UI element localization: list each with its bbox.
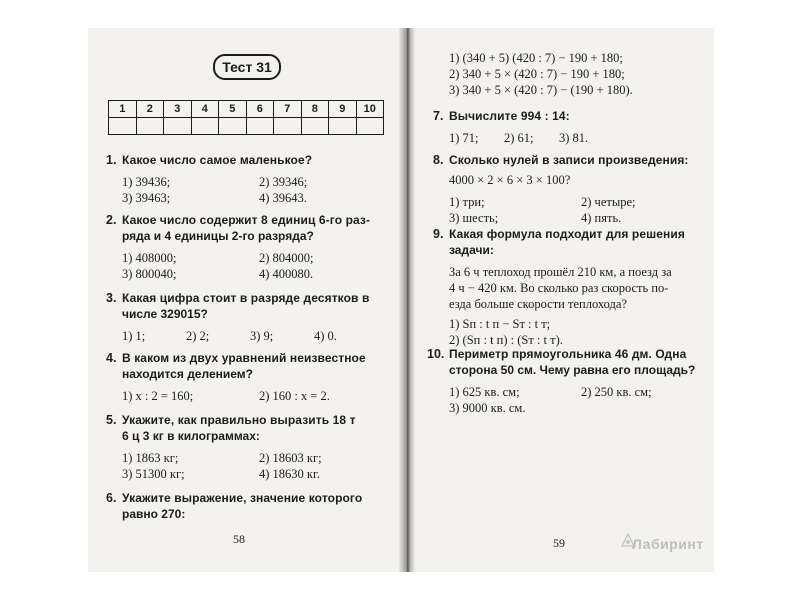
- option: 3) 800040;: [122, 267, 177, 281]
- left-page: [88, 28, 399, 572]
- question-number: 7.: [433, 109, 444, 123]
- question-text: Вычислите 994 : 14:: [449, 109, 570, 123]
- option: 4) 39643.: [259, 191, 307, 205]
- question-text-continued: ряда и 4 единицы 2-го разряда?: [122, 229, 314, 243]
- option: 1) три;: [449, 195, 485, 209]
- option: 2) (Sп : t п) : (Sт : t т).: [449, 333, 563, 347]
- question-text: Укажите, как правильно выразить 18 т: [122, 413, 356, 427]
- option: 1) 39436;: [122, 175, 171, 189]
- option: 2) 39346;: [259, 175, 308, 189]
- answer-table-header-cell: 3: [164, 101, 192, 118]
- answer-options: [449, 316, 713, 348]
- page-number: 59: [553, 536, 565, 550]
- answer-options: [122, 328, 396, 344]
- answer-options: [449, 50, 713, 98]
- answer-table-header-cell: 1: [109, 101, 137, 118]
- answer-cell: [246, 118, 274, 135]
- option: 2) 18603 кг;: [259, 451, 322, 465]
- answer-options: [122, 174, 396, 206]
- answer-cell: [329, 118, 357, 135]
- question-7: [433, 108, 713, 146]
- option: 3) 340 + 5 × (420 : 7) − (190 + 180).: [449, 83, 633, 97]
- question-text-continued: равно 270:: [122, 507, 186, 521]
- option: 1) 625 кв. см;: [449, 385, 520, 399]
- answer-options: [122, 250, 396, 282]
- answer-options: [122, 450, 396, 482]
- question-text-continued: сторона 50 см. Чему равна его площадь?: [449, 363, 696, 377]
- question-text: Какое число самое маленькое?: [122, 153, 313, 167]
- answer-options: [449, 384, 713, 416]
- option: 1) (340 + 5) (420 : 7) − 190 + 180;: [449, 51, 623, 65]
- option: 2) 2;: [186, 329, 210, 343]
- question-1: [106, 152, 396, 206]
- option: 1) 1863 кг;: [122, 451, 179, 465]
- question-6: [106, 490, 396, 522]
- option: 4) 0.: [314, 329, 337, 343]
- question-number: 10.: [427, 347, 445, 361]
- book-spine: [399, 28, 415, 572]
- question-number: 6.: [106, 491, 117, 505]
- question-text: Периметр прямоугольника 46 дм. Одна: [449, 347, 687, 361]
- question-number: 8.: [433, 153, 444, 167]
- answer-table-header-cell: 9: [329, 101, 357, 118]
- option: 2) 340 + 5 × (420 : 7) − 190 + 180;: [449, 67, 625, 81]
- option: 2) 804000;: [259, 251, 314, 265]
- answer-table: [108, 100, 384, 135]
- question-text: Какая формула подходит для решения: [449, 227, 685, 241]
- expression-text: 4000 × 2 × 6 × 3 × 100?: [449, 173, 571, 187]
- question-number: 9.: [433, 227, 444, 241]
- question-text-continued: 6 ц 3 кг в килограммах:: [122, 429, 260, 443]
- answer-table-header-cell: 2: [136, 101, 164, 118]
- question-text: Укажите выражение, значение которого: [122, 491, 363, 505]
- answer-cell: [191, 118, 219, 135]
- option: 1) Sп : t п − Sт : t т;: [449, 317, 551, 331]
- expression: [449, 172, 713, 188]
- question-2: [106, 212, 396, 282]
- option: 1) 71;: [449, 131, 479, 145]
- answer-table-header-cell: 5: [219, 101, 247, 118]
- answer-cell: [109, 118, 137, 135]
- option: 4) 400080.: [259, 267, 314, 281]
- question-number: 3.: [106, 291, 117, 305]
- option: 3) шесть;: [449, 211, 499, 225]
- option: 3) 51300 кг;: [122, 467, 185, 481]
- question-text-continued: числе 329015?: [122, 307, 208, 321]
- option: 4) пять.: [581, 211, 622, 225]
- question-text-continued: задачи:: [449, 243, 494, 257]
- right-page: [415, 28, 714, 572]
- answer-cell: [219, 118, 247, 135]
- question-number: 4.: [106, 351, 117, 365]
- problem-line: За 6 ч теплоход прошёл 210 км, а поезд за: [449, 265, 672, 279]
- answer-options: [449, 130, 713, 146]
- question-text: Какая цифра стоит в разряде десятков в: [122, 291, 370, 305]
- answer-cell: [356, 118, 384, 135]
- option: 1) 408000;: [122, 251, 177, 265]
- option: 2) четыре;: [581, 195, 636, 209]
- question-text-continued: находится делением?: [122, 367, 253, 381]
- question-9: [433, 226, 713, 348]
- answer-cell: [301, 118, 329, 135]
- answer-table-blank-row: [109, 118, 384, 135]
- answer-table-header-cell: 4: [191, 101, 219, 118]
- answer-table-header-cell: 6: [246, 101, 274, 118]
- answer-cell: [136, 118, 164, 135]
- option: 3) 39463;: [122, 191, 171, 205]
- answer-cell: [274, 118, 302, 135]
- answer-table-header-row: [109, 101, 384, 118]
- page-number: 58: [233, 532, 245, 546]
- answer-options: [122, 388, 396, 404]
- problem-line: 4 ч − 420 км. Во сколько раз скорость по-: [449, 281, 669, 295]
- question-3: [106, 290, 396, 344]
- option: 1) x : 2 = 160;: [122, 389, 194, 403]
- option: 2) 160 : x = 2.: [259, 389, 330, 403]
- book-spread: [88, 28, 714, 572]
- answer-cell: [164, 118, 192, 135]
- problem-line: езда больше скорости теплохода?: [449, 297, 627, 311]
- option: 2) 250 кв. см;: [581, 385, 652, 399]
- option: 1) 1;: [122, 329, 146, 343]
- option: 3) 9000 кв. см.: [449, 401, 526, 415]
- question-text: Какое число содержит 8 единиц 6-го раз-: [122, 213, 371, 227]
- answer-table-header-cell: 8: [301, 101, 329, 118]
- question-8: [433, 152, 713, 226]
- test-title: Тест 31: [213, 54, 281, 80]
- question-6-options: [433, 50, 713, 98]
- question-text: В каком из двух уравнений неизвестное: [122, 351, 366, 365]
- option: 3) 9;: [250, 329, 274, 343]
- option: 2) 61;: [504, 131, 534, 145]
- question-5: [106, 412, 396, 482]
- watermark-text: Лабиринт: [632, 536, 704, 552]
- answer-options: [449, 194, 713, 226]
- option: 4) 18630 кг.: [259, 467, 320, 481]
- question-10: [427, 346, 713, 416]
- answer-table-header-cell: 10: [356, 101, 384, 118]
- option: 3) 81.: [559, 131, 589, 145]
- question-number: 2.: [106, 213, 117, 227]
- question-text: Сколько нулей в записи произведения:: [449, 153, 689, 167]
- question-number: 5.: [106, 413, 117, 427]
- question-4: [106, 350, 396, 404]
- question-number: 1.: [106, 153, 117, 167]
- problem-body: [449, 264, 713, 312]
- answer-table-header-cell: 7: [274, 101, 302, 118]
